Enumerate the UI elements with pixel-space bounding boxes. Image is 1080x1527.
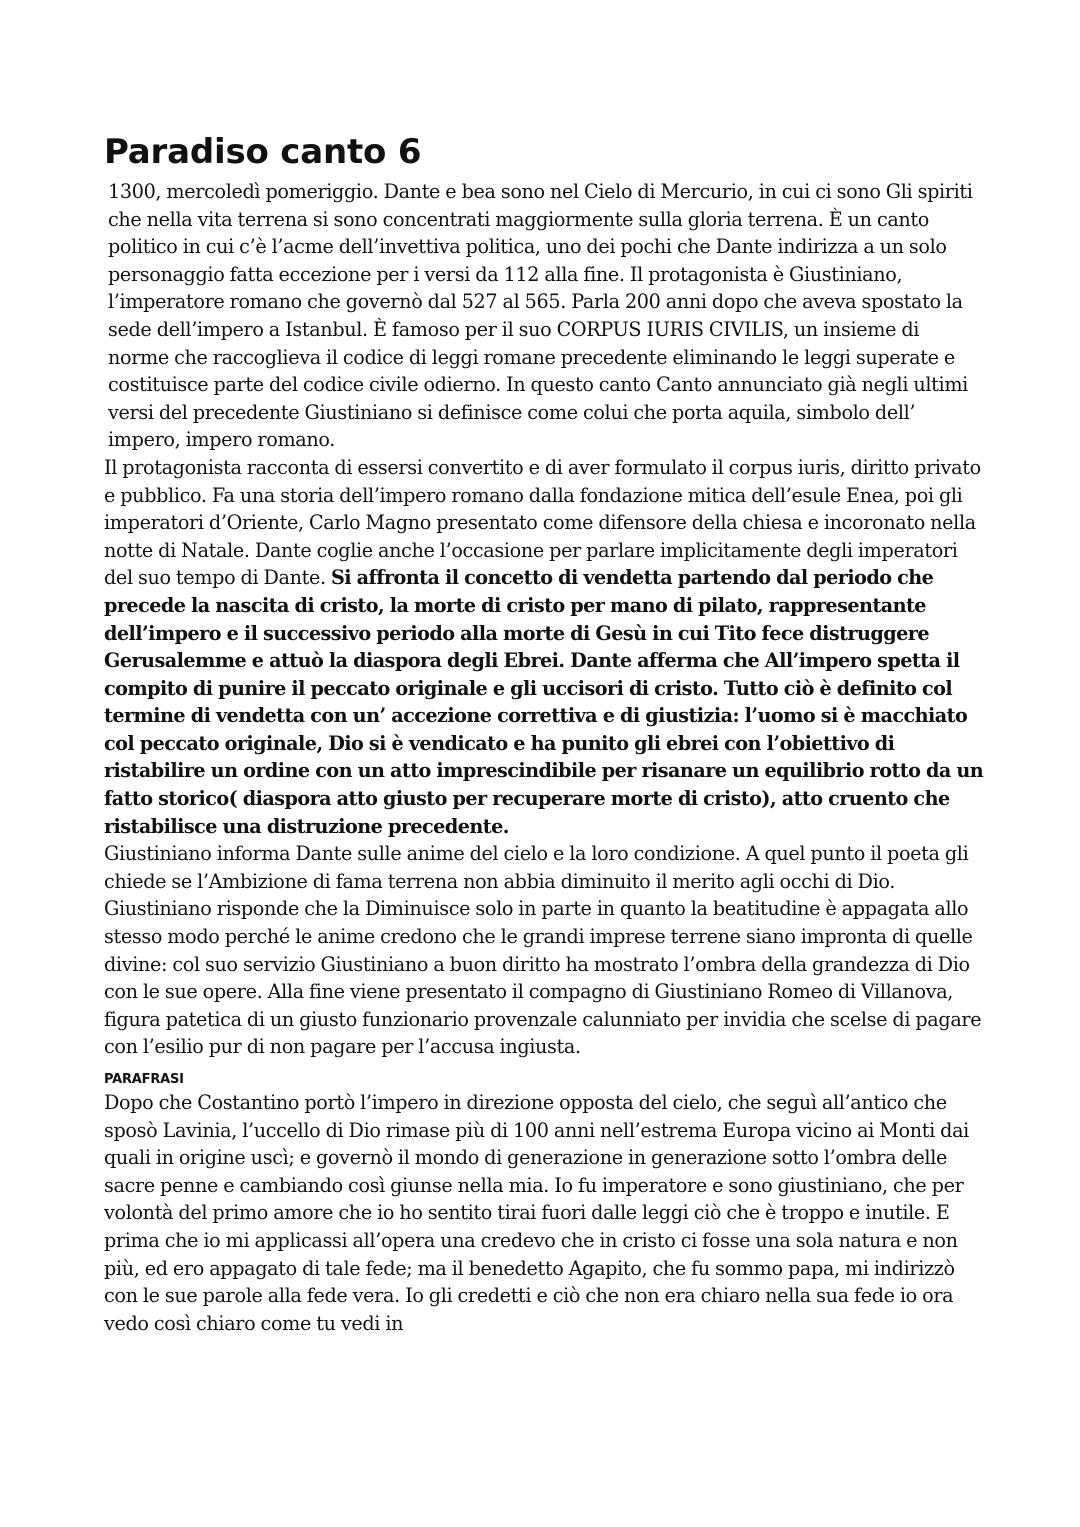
intro-paragraph: 1300, mercoledì pomeriggio. Dante e bea sono nel Cielo di Mercurio, in cui ci sono Gli spiriti che nella vita terrena si sono concentrati maggiormente sulla gloria terrena. È un canto politico in cui c’è l’acme dell’invettiva politica, uno dei pochi che Dante indirizza a un solo personaggio fatta eccezione per i versi da 112 alla fine. Il protagonista è Giustiniano, l’imperatore romano che governò dal 527 al 565. Parla 200 anni dopo che aveva spostato la sede dell’impero a Istanbul. È famoso per il suo CORPUS IURIS CIVILIS, un insieme di norme che raccoglieva il codice di leggi romane precedente eliminando le leggi superate e costituisce parte del codice civile odierno. In questo canto Canto annunciato già negli ultimi versi del precedente Giustiniano si definisce come colui che porta aquila, simbolo dell’ impero, impero romano. [108, 180, 973, 452]
summary-text: Il protagonista racconta di essersi convertito e di aver formulato il corpus iuris, diritto privato e pubblico. Fa una storia dell’impero romano dalla fondazione mitica dell’esule Enea, poi gli imperatori d’Oriente, Carlo Magno presentato come difensore della chiesa e incoronato nella notte di Natale. Dante coglie anche l’occasione per parlare implicitamente degli imperatori del suo tempo di Dante. [104, 455, 981, 590]
document-page [104, 132, 984, 1337]
page-title: Paradiso canto 6 [104, 132, 422, 172]
section-heading-parafrasi: PARAFRASI [104, 1072, 184, 1087]
vendetta-bold-text: Si affronta il concetto di vendetta partendo dal periodo che precede la nascita di cristo, la morte di cristo per mano di pilato, rappresentante dell’impero e il successivo periodo alla morte di Gesù in cui Tito fece distruggere Gerusalemme e attuò la diaspora degli Ebrei. Dante afferma che All’impero spetta il compito di punire il peccato originale e gli uccisori di cristo. Tutto ciò è definito col termine di vendetta con un’ accezione correttiva e di giustizia: l’uomo si è macchiato col peccato originale, Dio si è vendicato e ha punito gli ebrei con l’obiettivo di ristabilire un ordine con un atto imprescindibile per risanare un equilibrio rotto da un fatto storico( diaspora atto giusto per recuperare morte di cristo), atto cruento che ristabilisce una distruzione precedente. [104, 566, 984, 838]
giustiniano-paragraph: Giustiniano informa Dante sulle anime del cielo e la loro condizione. A quel punto il poeta gli chiede se l’Ambizione di fama terrena non abbia diminuito il merito agli occhi di Dio. Giustiniano risponde che la Diminuisce solo in parte in quanto la beatitudine è appagata allo stesso modo perché le anime credono che le grandi imprese terrene siano impronta di quelle divine: col suo servizio Giustiniano a buon diritto ha mostrato l’ombra della grandezza di Dio con le sue opere. Alla fine viene presentato il compagno di Giustiniano Romeo di Villanova, figura patetica di un giusto funzionario provenzale calunniato per invidia che scelse di pagare con l’esilio pur di non pagare per l’accusa ingiusta. [104, 842, 982, 1059]
summary-paragraph [104, 454, 984, 840]
parafrasi-paragraph: Dopo che Costantino portò l’impero in direzione opposta del cielo, che seguì all’antico che sposò Lavinia, l’uccello di Dio rimase più di 100 anni nell’estrema Europa vicino ai Monti dai quali in origine uscì; e governò il mondo di generazione in generazione sotto l’ombra delle sacre penne e cambiando così giunse nella mia. Io fu imperatore e sono giustiniano, che per volontà del primo amore che io ho sentito tirai fuori dalle leggi ciò che è troppo e inutile. E prima che io mi applicassi all’opera una credevo che in cristo ci fosse una sola natura e non più, ed ero appagato di tale fede; ma il benedetto Agapito, che fu sommo papa, mi indirizzò con le sue parole alla fede vera. Io gli credetti e ciò che non era chiaro nella sua fede io ora vedo così chiaro come tu vedi in [104, 1091, 969, 1335]
